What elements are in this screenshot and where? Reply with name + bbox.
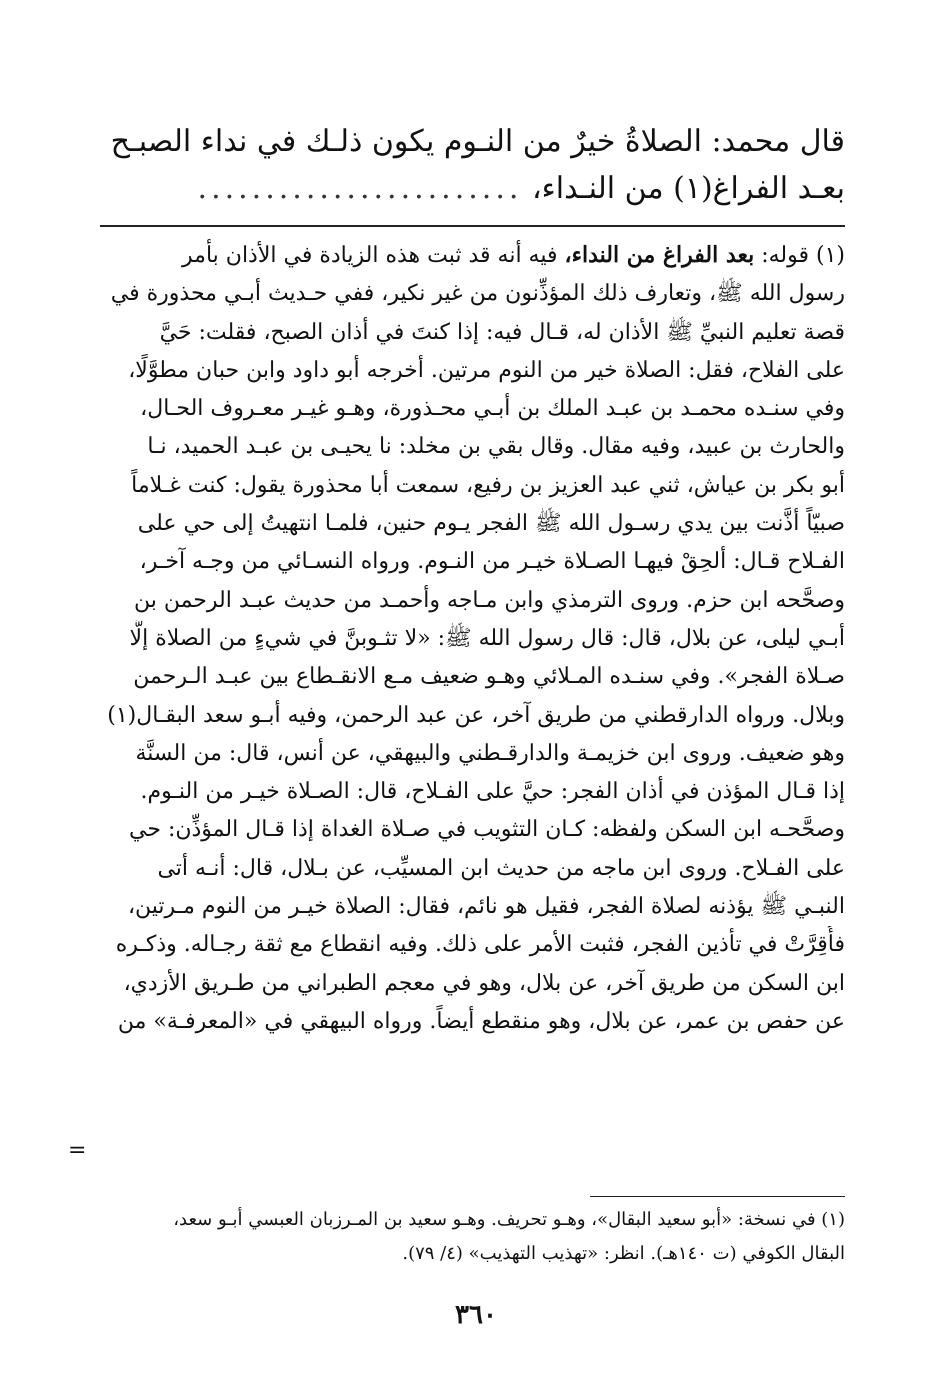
note-line: وهو ضعيف. وروى ابن خزيمـة والدارقـطني والبيهقي، عن أنس، قال: من السنَّة <box>135 740 845 766</box>
footnote <box>100 1203 845 1271</box>
note-line: إذا قـال المؤذن في أذان الفجر: حيَّ على الفـلاح، قال: الصـلاة خيـر من النـوم. <box>140 779 845 805</box>
note-line: الفـلاح قـال: ألحِقْ فيهـا الصـلاة خيـر من النـوم. ورواه النسـائي من وجـه آخـر، <box>139 549 845 575</box>
note-line: فأُقِرَّتْ في تأذين الفجر، فثبت الأمر على ذلك. وفيه انقطاع مع ثقة رجـاله. وذكـره <box>115 932 845 958</box>
note-line: قصة تعليم النبيِّ ﷺ الأذان له، قـال فيه: إذا كنتَ في أذان الصبح، فقلت: حَيَّ <box>159 319 845 345</box>
note-line: على الفلاح، فقل: الصلاة خير من النوم مرتين. أخرجه أبو داود وابن حبان مطوَّلًا، <box>128 357 845 383</box>
page-number: ٣٦٠ <box>455 1300 497 1330</box>
note-line <box>100 236 845 275</box>
note-line: وصحَّحـه ابن السكن ولفظه: كـان التثويب في صـلاة الغداة إذا قـال المؤذِّن: حي <box>129 817 845 843</box>
continuation-mark: = <box>68 1138 87 1163</box>
note-marker: (١) قوله: <box>761 243 845 268</box>
footnote-line: (١) في نسخة: «أبو سعيد البقال»، وهـو تحريف. وهـو سعيد بن المـرزبان العبسي أبـو سعد، <box>173 1209 845 1230</box>
footnote-rule <box>590 1196 845 1197</box>
note-line: على الفـلاح. وروى ابن ماجه من حديث ابن المسيِّب، عن بـلال، قال: أنـه أتى <box>157 855 845 881</box>
note-line: رسول الله ﷺ، وتعارف ذلك المؤذِّنون من غير نكير، ففي حـديث أبـي محذورة في <box>110 281 845 307</box>
note-line: والحارث بن عبيد، وفيه مقال. وقال بقي بن مخلد: نا يحيـى بن عبـد الحميد، نـا <box>147 434 845 460</box>
note-line: أبو بكر بن عياش، ثني عبد العزيز بن رفيع، سمعت أبا محذورة يقول: كنت غـلاماً <box>131 472 845 498</box>
note-first-line-rest: فيه أنه قد ثبت هذه الزيادة في الأذان بأمر <box>182 243 558 268</box>
main-text <box>100 118 845 212</box>
main-text-line-2: بعـد الفراغ(١) من النـداء، <box>531 171 845 206</box>
separator-rule <box>100 225 845 227</box>
note-line: النبـي ﷺ يؤذنه لصلاة الفجر، فقيل هو نائم، فقال: الصلاة خيـر من النوم مـرتين، <box>127 894 845 920</box>
main-text-line <box>100 165 845 212</box>
dot-leader: ........................ <box>197 171 523 206</box>
commentary-note <box>100 236 845 1041</box>
note-bold-phrase: بعد الفراغ من النداء، <box>564 242 755 268</box>
main-text-line: قال محمد: الصلاةُ خيرٌ من النـوم يكون ذلـك في نداء الصبـح <box>110 124 845 159</box>
note-line: وصحَّحه ابن حزم. وروى الترمذي وابن مـاجه وأحمـد من حديث عبـد الرحمن بن <box>133 587 845 613</box>
footnote-line: البقال الكوفي (ت ١٤٠هـ). انظر: «تهذيب التهذيب» (٤/ ٧٩). <box>402 1243 845 1264</box>
note-line: وفي سنـده محمـد بن عبـد الملك بن أبـي محـذورة، وهـو غيـر معـروف الحـال، <box>140 396 845 422</box>
note-line: وبلال. ورواه الدارقطني من طريق آخر، عن عبد الرحمن، وفيه أبـو سعد البقـال(١) <box>107 702 845 728</box>
note-line: أبـي ليلى، عن بلال، قال: قال رسول الله ﷺ: «لا تثـوبنَّ في شيءٍ من الصلاة إلَّا <box>129 625 845 651</box>
note-line: ابن السكن من طريق آخر، عن بلال، وهو في معجم الطبراني من طـريق الأزدي، <box>123 970 845 996</box>
note-line: عن حفص بن عمر، عن بلال، وهو منقطع أيضاً. ورواه البيهقي في «المعرفـة» من <box>117 1008 845 1034</box>
note-line: صـلاة الفجر». وفي سنـده المـلائي وهـو ضعيف مـع الانقـطاع بين عبـد الـرحمن <box>133 664 845 690</box>
note-line: صبيّاً أذَّنت بين يدي رسـول الله ﷺ الفجر يـوم حنين، فلمـا انتهيتُ إلى حي على <box>137 511 845 537</box>
